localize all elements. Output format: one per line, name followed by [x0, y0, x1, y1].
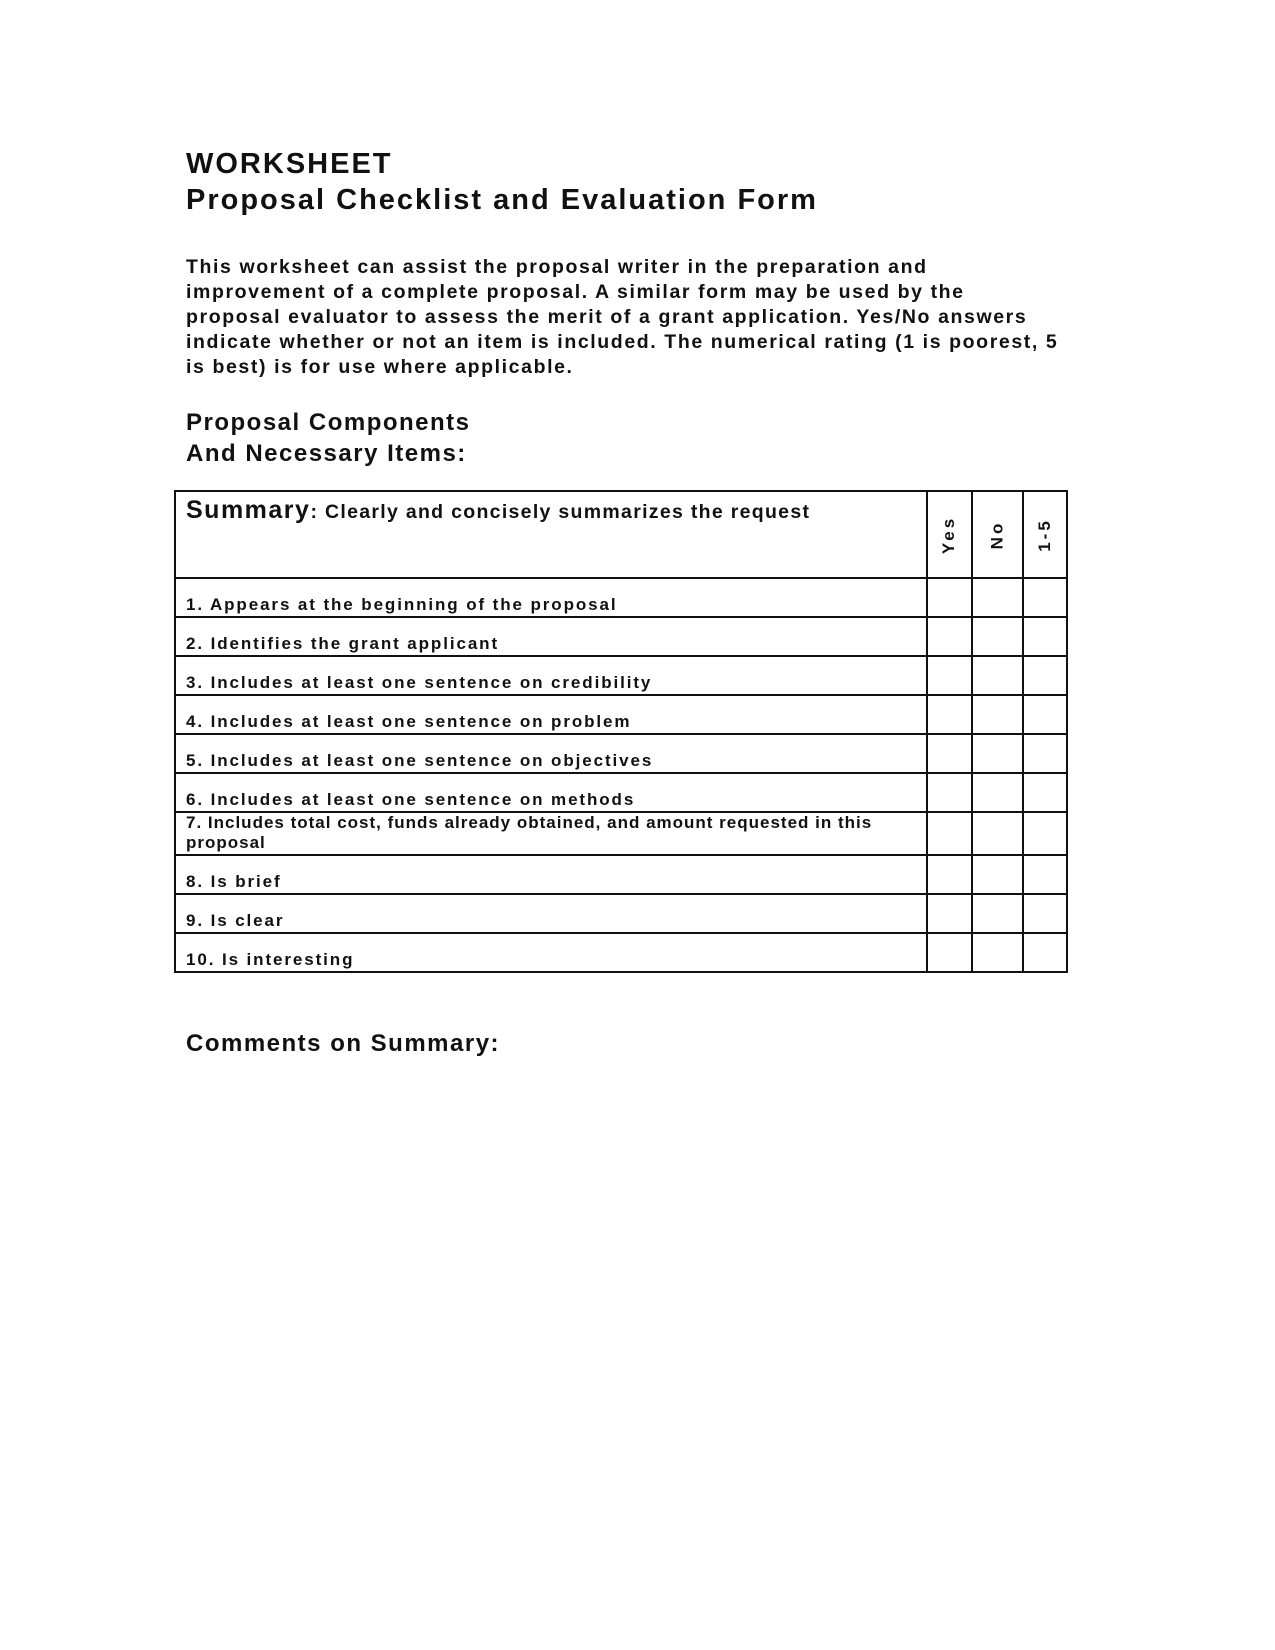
- yes-box[interactable]: [927, 617, 972, 656]
- table-row: [175, 734, 1067, 773]
- table-row: [175, 773, 1067, 812]
- no-box[interactable]: [972, 894, 1023, 933]
- rating-box[interactable]: [1023, 695, 1067, 734]
- table-row: [175, 812, 1067, 855]
- col-header-rating: 1-5: [1023, 491, 1067, 578]
- no-box[interactable]: [972, 812, 1023, 855]
- item-text: 9. Is clear: [175, 894, 927, 933]
- item-text: 6. Includes at least one sentence on methods: [175, 773, 927, 812]
- table-row: [175, 894, 1067, 933]
- no-box[interactable]: [972, 656, 1023, 695]
- table-row: [175, 695, 1067, 734]
- section-heading-line1: Proposal Components: [186, 409, 471, 436]
- yes-box[interactable]: [927, 695, 972, 734]
- item-text: 4. Includes at least one sentence on problem: [175, 695, 927, 734]
- col-header-no: No: [972, 491, 1023, 578]
- rating-box[interactable]: [1023, 734, 1067, 773]
- rating-box[interactable]: [1023, 933, 1067, 972]
- intro-paragraph: This worksheet can assist the proposal writer in the preparation and improvement of a complete proposal. A similar form may be used by the proposal evaluator to assess the merit of a grant application. Yes/No answers indicate whether or not an item is included. The numerical rating (1 is poorest, 5 is best) is for use where applicable.: [186, 256, 1059, 378]
- table-row: [175, 617, 1067, 656]
- rating-box[interactable]: [1023, 617, 1067, 656]
- item-text: 1. Appears at the beginning of the proposal: [175, 578, 927, 617]
- rating-box[interactable]: [1023, 855, 1067, 894]
- col-header-yes: Yes: [927, 491, 972, 578]
- table-row: [175, 855, 1067, 894]
- item-text: 7. Includes total cost, funds already obtained, and amount requested in this proposal: [175, 812, 927, 855]
- rating-box[interactable]: [1023, 578, 1067, 617]
- summary-label: Summary: [186, 496, 311, 524]
- no-box[interactable]: [972, 734, 1023, 773]
- rating-box[interactable]: [1023, 812, 1067, 855]
- yes-box[interactable]: [927, 578, 972, 617]
- item-text: 10. Is interesting: [175, 933, 927, 972]
- no-box[interactable]: [972, 773, 1023, 812]
- yes-box[interactable]: [927, 734, 972, 773]
- worksheet-title: WORKSHEET: [186, 148, 393, 180]
- rating-box[interactable]: [1023, 773, 1067, 812]
- item-text: 2. Identifies the grant applicant: [175, 617, 927, 656]
- yes-box[interactable]: [927, 773, 972, 812]
- table-row: [175, 933, 1067, 972]
- summary-description: : Clearly and concisely summarizes the request: [310, 501, 811, 523]
- no-box[interactable]: [972, 933, 1023, 972]
- table-header-cell: [175, 491, 927, 578]
- yes-box[interactable]: [927, 933, 972, 972]
- yes-box[interactable]: [927, 656, 972, 695]
- rating-box[interactable]: [1023, 894, 1067, 933]
- form-title: Proposal Checklist and Evaluation Form: [186, 184, 818, 216]
- yes-box[interactable]: [927, 812, 972, 855]
- item-text: 8. Is brief: [175, 855, 927, 894]
- no-box[interactable]: [972, 617, 1023, 656]
- table-row: [175, 578, 1067, 617]
- no-box[interactable]: [972, 695, 1023, 734]
- table-row: [175, 656, 1067, 695]
- item-text: 3. Includes at least one sentence on credibility: [175, 656, 927, 695]
- section-heading-line2: And Necessary Items:: [186, 440, 467, 467]
- item-text: 5. Includes at least one sentence on objectives: [175, 734, 927, 773]
- no-box[interactable]: [972, 578, 1023, 617]
- yes-box[interactable]: [927, 855, 972, 894]
- summary-checklist-table: [174, 490, 1068, 973]
- comments-heading: Comments on Summary:: [186, 1030, 501, 1057]
- rating-box[interactable]: [1023, 656, 1067, 695]
- no-box[interactable]: [972, 855, 1023, 894]
- yes-box[interactable]: [927, 894, 972, 933]
- table-header-row: [175, 491, 1067, 578]
